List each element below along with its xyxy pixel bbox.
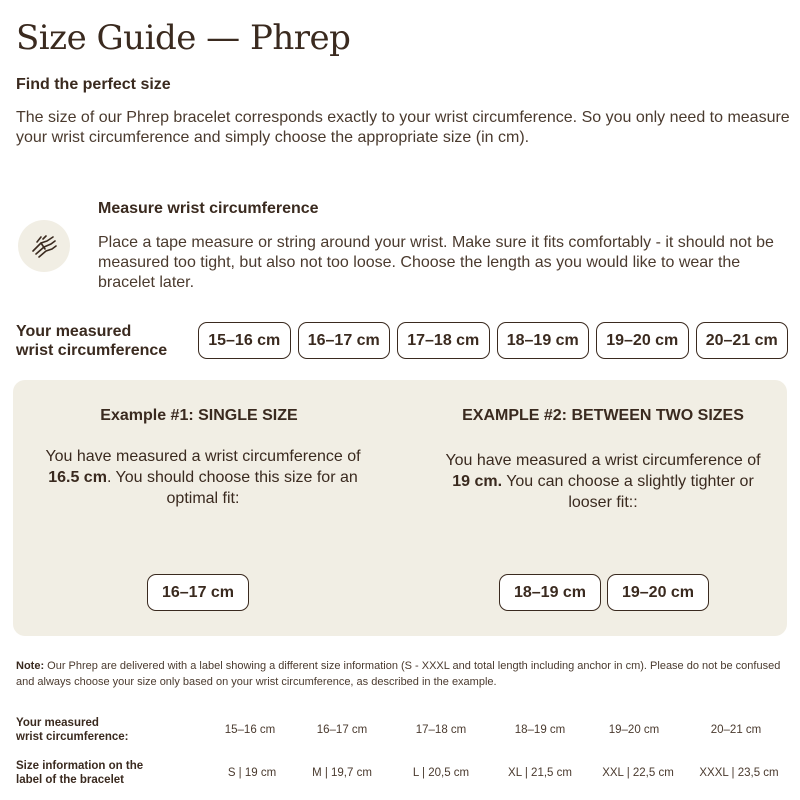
table-cell: XXXL | 23,5 cm: [699, 767, 779, 779]
example1-size-pill[interactable]: 16–17 cm: [147, 574, 249, 611]
size-option-17-18[interactable]: 17–18 cm: [397, 322, 490, 359]
example2-size-pill-a[interactable]: 18–19 cm: [499, 574, 601, 611]
size-option-19-20[interactable]: 19–20 cm: [596, 322, 689, 359]
example2-title: EXAMPLE #2: BETWEEN TWO SIZES: [462, 407, 744, 424]
page-title: Size Guide — Phrep: [16, 18, 351, 58]
measure-instructions: Place a tape measure or string around your wrist. Make sure it fits comfortably - it should not be measured too tight, but also not too loose. Choose the length as you would like to wear the bracelet later.: [98, 234, 774, 291]
table-cell: L | 20,5 cm: [412, 767, 470, 779]
table-cell: 20–21 cm: [710, 724, 762, 736]
example1-title: Example #1: SINGLE SIZE: [100, 407, 298, 424]
example1-text: You have measured a wrist circumference of 16.5 cm. You should choose this size for an optimal fit:: [45, 448, 361, 507]
example2-text: You have measured a wrist circumference of 19 cm. You can choose a slightly tighter or looser fit::: [445, 452, 761, 511]
measure-title: Measure wrist circumference: [98, 200, 319, 217]
table-cell: XXL | 22,5 cm: [602, 767, 674, 779]
sizes-label: Your measured wrist circumference: [16, 323, 168, 359]
examples-panel: [13, 380, 787, 636]
table-cell: XL | 21,5 cm: [508, 767, 572, 779]
hand-measure-icon: [18, 220, 70, 272]
intro-text: The size of our Phrep bracelet corresponds exactly to your wrist circumference. So you only need to measure your wrist circumference and simply choose the appropriate size (in cm).: [16, 109, 790, 146]
table-cell: 17–18 cm: [415, 724, 467, 736]
table-row1-label: Your measured wrist circumference:: [16, 717, 129, 743]
section-heading: Find the perfect size: [16, 76, 171, 93]
size-options: [198, 322, 788, 359]
size-note: Note: Our Phrep are delivered with a label showing a different size information (S - XXXL and total length including anchor in cm). Please do not be confused and always choose your size only based on your wrist circumference, as described in the example.: [16, 660, 781, 688]
example2-size-pill-b[interactable]: 19–20 cm: [607, 574, 709, 611]
table-row2-label: Size information on the label of the bracelet: [16, 760, 144, 786]
table-cell: 18–19 cm: [514, 724, 566, 736]
table-cell: S | 19 cm: [227, 767, 277, 779]
table-cell: 19–20 cm: [608, 724, 660, 736]
table-cell: 15–16 cm: [224, 724, 276, 736]
table-cell: M | 19,7 cm: [312, 767, 372, 779]
table-cell: 16–17 cm: [316, 724, 368, 736]
size-option-15-16[interactable]: 15–16 cm: [198, 322, 291, 359]
size-option-20-21[interactable]: 20–21 cm: [696, 322, 789, 359]
size-option-18-19[interactable]: 18–19 cm: [497, 322, 590, 359]
size-option-16-17[interactable]: 16–17 cm: [298, 322, 391, 359]
